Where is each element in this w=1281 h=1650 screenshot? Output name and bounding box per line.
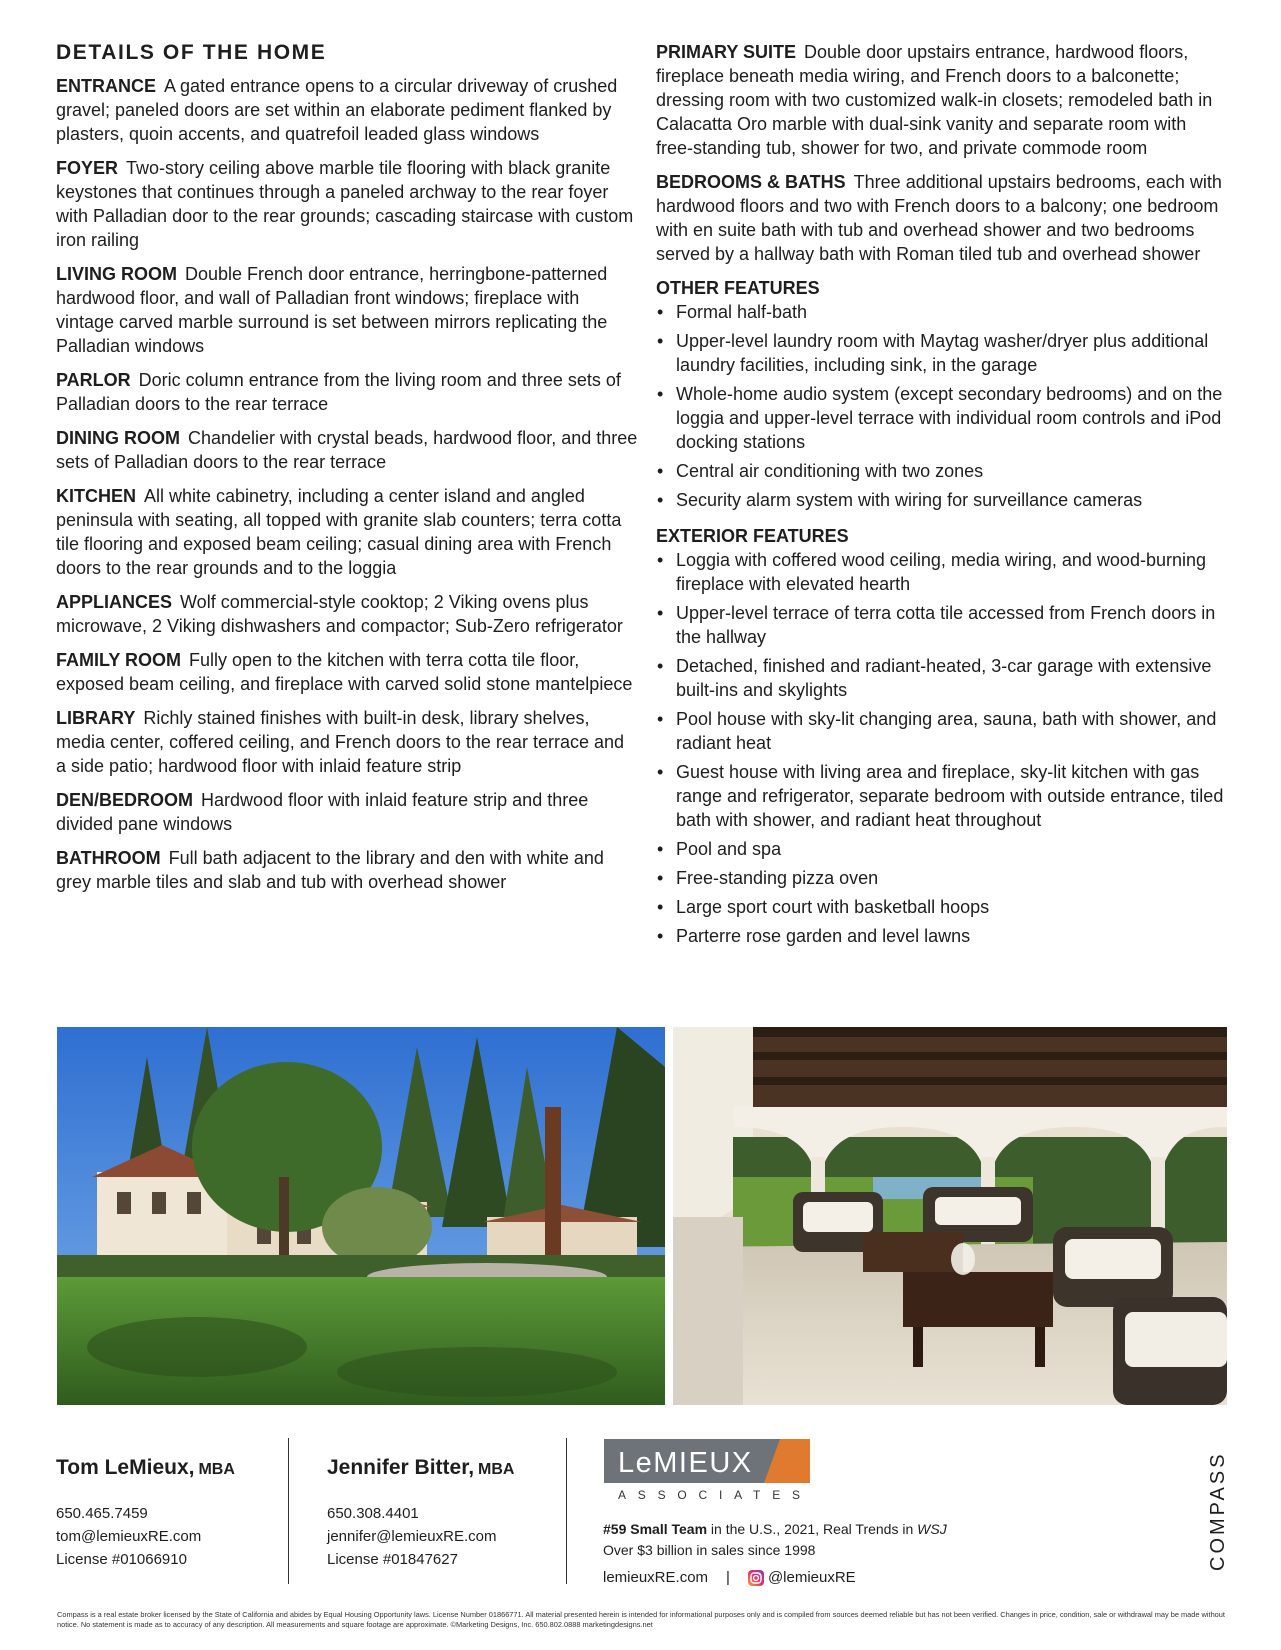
agent-tom xyxy=(56,1454,235,1571)
agent-name: Jennifer Bitter, MBA xyxy=(327,1456,515,1479)
agent-email[interactable]: jennifer@lemieuxRE.com xyxy=(327,1528,497,1545)
section-living-room xyxy=(56,262,638,358)
section-bedrooms-baths xyxy=(656,170,1228,266)
section-text: Double French door entrance, herringbone-patterned hardwood floor, and wall of Palladian front windows; fireplace with vintage carved marble surround is set between mirrors replicating the Palladian windows xyxy=(56,264,608,356)
section-library xyxy=(56,706,638,778)
section-text: Doric column entrance from the living room and three sets of Palladian doors to the rear terrace xyxy=(56,370,621,414)
agent-phone[interactable]: 650.308.4401 xyxy=(327,1505,419,1522)
section-text: Hardwood floor with inlaid feature strip and three divided pane windows xyxy=(56,790,589,834)
list-item: • Detached, finished and radiant-heated, 3-car garage with extensive built-ins and skylights xyxy=(656,654,1228,702)
loggia-photo-illustration xyxy=(673,1027,1227,1405)
agent-name: Tom LeMieux, MBA xyxy=(56,1456,235,1479)
section-foyer xyxy=(56,156,638,252)
list-item: • Upper-level terrace of terra cotta tile accessed from French doors in the hallway xyxy=(656,601,1228,649)
section-label: LIVING ROOM xyxy=(56,264,177,284)
section-text: Chandelier with crystal beads, hardwood floor, and three sets of Palladian doors to the rear terrace xyxy=(56,428,638,472)
section-text: Double door upstairs entrance, hardwood floors, fireplace beneath media wiring, and French doors to a balconette; dressing room with two customized walk-in closets; remodeled bath in Calacatta Oro marble with dual-sink vanity and separate room with free-standing tub, shower for two, and private commode room xyxy=(656,42,1213,158)
exterior-features-list xyxy=(656,548,1228,948)
section-text: Two-story ceiling above marble tile flooring with black granite keystones that continues through a paneled archway to the rear foyer with Palladian door to the rear grounds; cascading staircase with custom iron railing xyxy=(56,158,634,250)
loggia-photo xyxy=(673,1027,1227,1405)
divider xyxy=(288,1438,289,1584)
other-features-list xyxy=(656,300,1228,512)
section-label: KITCHEN xyxy=(56,486,136,506)
section-text: Wolf commercial-style cooktop; 2 Viking ovens plus microwave, 2 Viking dishwashers and compactor; Sub-Zero refrigerator xyxy=(56,592,623,636)
section-primary-suite xyxy=(656,40,1228,160)
section-text: All white cabinetry, including a center island and angled peninsula with seating, all topped with granite slab counters; terra cotta tile flooring and exposed beam ceiling; casual dining area with French doors to the rear grounds and to the loggia xyxy=(56,486,622,578)
section-label: BEDROOMS & BATHS xyxy=(656,172,846,192)
brand-contact-row xyxy=(603,1568,856,1588)
list-item: • Pool house with sky-lit changing area, sauna, bath with shower, and radiant heat xyxy=(656,707,1228,755)
section-entrance xyxy=(56,74,638,146)
divider xyxy=(566,1438,567,1584)
list-item: • Security alarm system with wiring for surveillance cameras xyxy=(656,488,1228,512)
exterior-features-title: EXTERIOR FEATURES xyxy=(656,526,849,546)
section-label: DEN/BEDROOM xyxy=(56,790,194,810)
section-den-bedroom xyxy=(56,788,638,836)
list-item: • Loggia with coffered wood ceiling, media wiring, and wood-burning fireplace with elevated hearth xyxy=(656,548,1228,596)
agent-email[interactable]: tom@lemieuxRE.com xyxy=(56,1528,202,1545)
list-item: • Large sport court with basketball hoops xyxy=(656,895,1228,919)
section-bathroom xyxy=(56,846,638,894)
section-family-room xyxy=(56,648,638,696)
compass-wordmark: COMPASS xyxy=(1207,1451,1229,1571)
section-text: Fully open to the kitchen with terra cotta tile floor, exposed beam ceiling, and fireplace with carved solid stone mantelpiece xyxy=(56,650,633,694)
section-label: APPLIANCES xyxy=(56,592,173,612)
left-sections xyxy=(56,74,638,894)
section-label: PARLOR xyxy=(56,370,131,390)
section-label: FAMILY ROOM xyxy=(56,650,182,670)
agent-jennifer xyxy=(327,1454,514,1571)
sales-volume: Over $3 billion in sales since 1998 xyxy=(603,1542,816,1558)
section-text: Richly stained finishes with built-in desk, library shelves, media center, coffered ceiling, and French doors to the rear terrace and a side patio; hardwood floor with inlaid feature strip xyxy=(56,708,624,776)
instagram-icon xyxy=(748,1570,764,1586)
exterior-photo-illustration xyxy=(57,1027,665,1405)
list-item: • Free-standing pizza oven xyxy=(656,866,1228,890)
other-features-title: OTHER FEATURES xyxy=(656,278,820,298)
list-item: • Central air conditioning with two zones xyxy=(656,459,1228,483)
list-item: • Upper-level laundry room with Maytag washer/dryer plus additional laundry facilities, including sink, in the garage xyxy=(656,329,1228,377)
list-item: • Whole-home audio system (except secondary bedrooms) and on the loggia and upper-level terrace with individual room controls and iPod docking stations xyxy=(656,382,1228,454)
list-item: • Parterre rose garden and level lawns xyxy=(656,924,1228,948)
section-label: PRIMARY SUITE xyxy=(656,42,797,62)
associates-wordmark: ASSOCIATES xyxy=(618,1488,812,1502)
website-link[interactable]: lemieuxRE.com xyxy=(603,1569,709,1586)
list-item: • Pool and spa xyxy=(656,837,1228,861)
section-text: Full bath adjacent to the library and den with white and grey marble tiles and slab and tub with overhead shower xyxy=(56,848,604,892)
details-left-column xyxy=(56,40,638,904)
section-dining-room xyxy=(56,426,638,474)
agent-phone[interactable]: 650.465.7459 xyxy=(56,1505,148,1522)
list-item: • Guest house with living area and fireplace, sky-lit kitchen with gas range and refrigerator, separate bedroom with outside entrance, tiled bath with shower, and radiant heat throughout xyxy=(656,760,1228,832)
section-kitchen xyxy=(56,484,638,580)
separator: | xyxy=(726,1569,730,1586)
list-item: • Formal half-bath xyxy=(656,300,1228,324)
section-label: DINING ROOM xyxy=(56,428,180,448)
section-label: BATHROOM xyxy=(56,848,161,868)
team-ranking: #59 Small Team in the U.S., 2021, Real Trends in WSJ Over $3 billion in sales since 1998 xyxy=(603,1519,947,1561)
details-right-column xyxy=(656,40,1228,958)
legal-disclaimer: Compass is a real estate broker licensed by the State of California and abides by Equal Housing Opportunity laws. License Number 01866771. All material presented herein is intended for informational purposes only and is compiled from sources deemed reliable but has not been verified. Changes in price, condition, sale or withdrawal may be made without notice. No statement is made as to accuracy of any description. All measurements and square footage are approximate. ©Marketing Designs, Inc. 650.802.0888 marketingdesigns.net xyxy=(57,1610,1225,1629)
section-appliances xyxy=(56,590,638,638)
section-text: A gated entrance opens to a circular driveway of crushed gravel; paneled doors are set within an elaborate pediment flanked by plasters, quoin accents, and quatrefoil leaded glass windows xyxy=(56,76,618,144)
exterior-photo xyxy=(57,1027,665,1405)
section-text: Three additional upstairs bedrooms, each with hardwood floors and two with French doors to a balcony; one bedroom with en suite bath with tub and overhead shower and two bedrooms served by a hallway bath with Roman tiled tub and overhead shower xyxy=(656,172,1222,264)
lemieux-logo xyxy=(604,1439,810,1483)
section-label: FOYER xyxy=(56,158,119,178)
agent-license: License #01847627 xyxy=(327,1551,458,1568)
page-heading: DETAILS OF THE HOME xyxy=(56,41,327,64)
compass-logo xyxy=(1202,1437,1230,1573)
agent-license: License #01066910 xyxy=(56,1551,187,1568)
section-label: ENTRANCE xyxy=(56,76,157,96)
instagram-handle[interactable]: @lemieuxRE xyxy=(767,1569,856,1586)
right-sections xyxy=(656,40,1228,266)
section-parlor xyxy=(56,368,638,416)
logo-text: LeMIEUX xyxy=(618,1447,753,1479)
section-label: LIBRARY xyxy=(56,708,136,728)
